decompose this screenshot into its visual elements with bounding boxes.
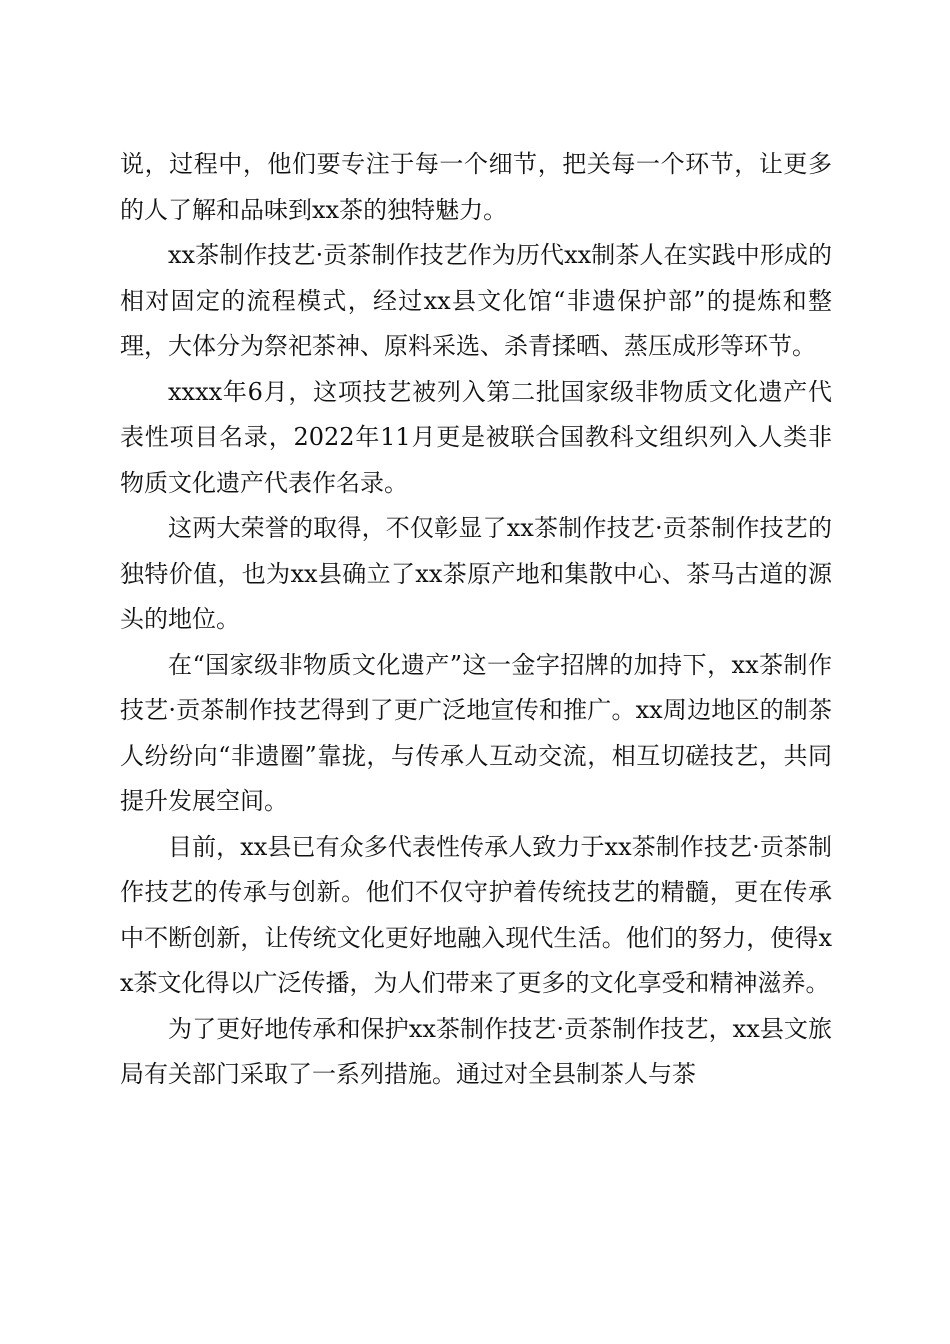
paragraph-heritage-listing: xxxx年6月，这项技艺被列入第二批国家级非物质文化遗产代表性项目名录，2022年11月更是被联合国教科文组织列入人类非物质文化遗产代表作名录。 [120, 377, 832, 497]
paragraph-continuation: 说，过程中，他们要专注于每一个细节，把关每一个环节，让更多的人了解和品味到xx茶的独特魅力。 [120, 150, 832, 224]
paragraph-promotion: 在“国家级非物质文化遗产”这一金字招牌的加持下，xx茶制作技艺·贡茶制作技艺得到了更广泛地宣传和推广。xx周边地区的制茶人纷纷向“非遗圈”靠拢，与传承人互动交流，相互切磋技艺，共同提升发展空间。 [120, 650, 832, 815]
document-body [120, 142, 832, 1098]
paragraph-process-overview: xx茶制作技艺·贡茶制作技艺作为历代xx制茶人在实践中形成的相对固定的流程模式，经过xx县文化馆“非遗保护部”的提炼和整理，大体分为祭祀茶神、原料采选、杀青揉晒、蒸压成形等环节。 [120, 241, 832, 360]
paragraph-inheritors: 目前，xx县已有众多代表性传承人致力于xx茶制作技艺·贡茶制作技艺的传承与创新。他们不仅守护着传统技艺的精髓，更在传承中不断创新，让传统文化更好地融入现代生活。他们的努力，使得xx茶文化得以广泛传播，为人们带来了更多的文化享受和精神滋养。 [120, 832, 832, 997]
paragraph-honors: 这两大荣誉的取得，不仅彰显了xx茶制作技艺·贡茶制作技艺的独特价值，也为xx县确立了xx茶原产地和集散中心、茶马古道的源头的地位。 [120, 514, 832, 633]
paragraph-protection-measures: 为了更好地传承和保护xx茶制作技艺·贡茶制作技艺，xx县文旅局有关部门采取了一系列措施。通过对全县制茶人与茶 [120, 1014, 832, 1088]
